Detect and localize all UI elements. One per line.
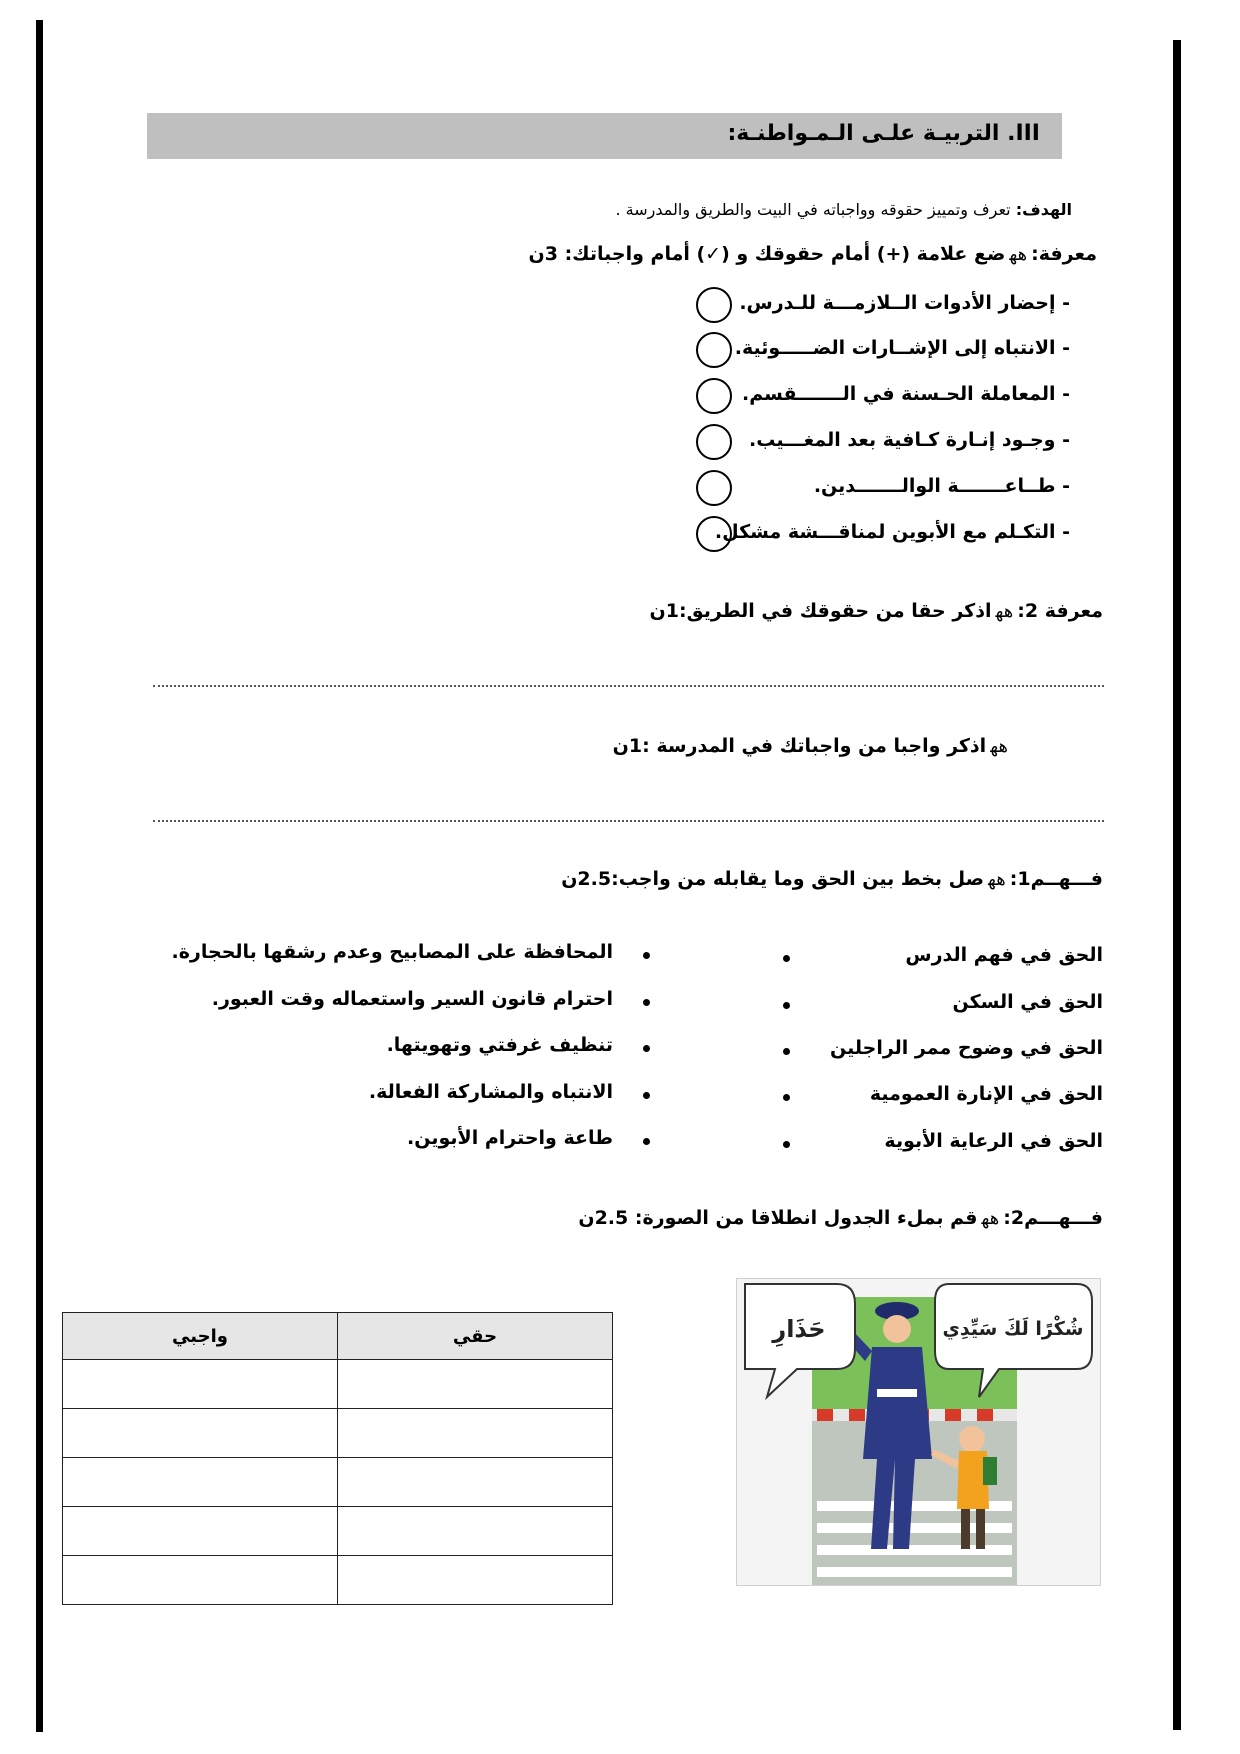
duty-item: طاعة واحترام الأبوين. <box>407 1127 613 1149</box>
answer-circle[interactable] <box>696 470 732 506</box>
match-dot-right[interactable] <box>783 955 790 962</box>
pencil-icon: ﻫﻬ <box>1009 244 1028 265</box>
question-3-heading: ﻫﻬاذكر واجبا من واجباتك في المدرسة :1ن <box>612 735 1008 757</box>
right-item: الحق في الإنارة العمومية <box>869 1083 1103 1105</box>
goal-text: تعرف وتمييز حقوقه وواجباته في البيت والطريق والمدرسة . <box>615 200 1011 219</box>
checklist-item: - المعاملة الحـسنة في الـــــــقسم. <box>742 383 1070 405</box>
answer-circle[interactable] <box>696 378 732 414</box>
table-cell[interactable] <box>63 1409 338 1458</box>
answer-circle[interactable] <box>696 332 732 368</box>
checklist-item: - التكـلم مع الأبوين لمناقـــشة مشكل. <box>714 521 1070 543</box>
section-header-bar <box>147 113 1062 159</box>
question-5-heading: فـــهـــم2:ﻫﻬقم بملء الجدول انطلاقا من الصورة: 2.5ن <box>578 1207 1103 1229</box>
answer-circle[interactable] <box>696 516 732 552</box>
right-item: الحق في وضوح ممر الراجلين <box>830 1037 1103 1059</box>
right-item: الحق في السكن <box>952 991 1103 1013</box>
question-2-heading: معرفة 2:ﻫﻬاذكر حقا من حقوقك في الطريق:1ن <box>649 600 1103 622</box>
table-cell[interactable] <box>338 1458 613 1507</box>
col-header-my-right: حقي <box>338 1313 613 1360</box>
speech-bubble-right: شُكْرًا لَكَ سَيِّدِي <box>942 1318 1084 1340</box>
pencil-icon: ﻫﻬ <box>981 1208 1000 1229</box>
match-dot-left[interactable] <box>643 952 650 959</box>
crosswalk-scene <box>737 1279 1100 1585</box>
checklist-item: - إحضار الأدوات الــلازمـــة للـدرس. <box>739 292 1070 314</box>
match-dot-right[interactable] <box>783 1002 790 1009</box>
table-cell[interactable] <box>63 1360 338 1409</box>
match-dot-right[interactable] <box>783 1048 790 1055</box>
match-dot-left[interactable] <box>643 1045 650 1052</box>
right-item: الحق في فهم الدرس <box>905 944 1103 966</box>
match-dot-right[interactable] <box>783 1141 790 1148</box>
goal-label: الهدف: <box>1015 200 1072 219</box>
checklist-item: - وجـود إنـارة كـافية بعد المغـــيب. <box>749 429 1070 451</box>
duty-item: احترام قانون السير واستعماله وقت العبور. <box>211 988 613 1010</box>
checklist-item: - الانتباه إلى الإشــارات الضـــــوئية. <box>734 337 1070 359</box>
table-cell[interactable] <box>63 1507 338 1556</box>
pencil-icon: ﻫﻬ <box>988 869 1006 890</box>
traffic-officer-illustration <box>736 1278 1101 1586</box>
match-dot-left[interactable] <box>643 1092 650 1099</box>
table-cell[interactable] <box>338 1360 613 1409</box>
duty-item: الانتباه والمشاركة الفعالة. <box>368 1081 613 1103</box>
duty-item: المحافظة على المصابيح وعدم رشقها بالحجارة. <box>171 941 613 963</box>
table-row <box>63 1409 613 1458</box>
table-row <box>63 1458 613 1507</box>
right-item: الحق في الرعاية الأبوية <box>884 1130 1103 1152</box>
section-title: III. التربيـة علـى الـمـواطنـة: <box>727 121 1040 146</box>
checklist-item: - طــاعـــــــة الوالـــــــدين. <box>813 475 1070 497</box>
table-cell[interactable] <box>338 1556 613 1605</box>
duty-item: تنظيف غرفتي وتهويتها. <box>386 1034 613 1056</box>
table-row <box>63 1360 613 1409</box>
question-4-heading: فـــهــم1:ﻫﻬصل بخط بين الحق وما يقابله من واجب:2.5ن <box>561 868 1103 890</box>
col-header-my-duty: واجبي <box>63 1313 338 1360</box>
left-margin-rule <box>36 20 43 1732</box>
table-row <box>63 1507 613 1556</box>
pencil-icon: ﻫﻬ <box>990 736 1008 757</box>
table-cell[interactable] <box>63 1458 338 1507</box>
match-dot-left[interactable] <box>643 1138 650 1145</box>
goal-line <box>615 200 1072 219</box>
answer-line-road-right[interactable] <box>153 685 1104 687</box>
speech-bubble-left: حَذَارِ <box>772 1315 826 1343</box>
table-cell[interactable] <box>338 1507 613 1556</box>
table-cell[interactable] <box>338 1409 613 1458</box>
answer-line-school-duty[interactable] <box>153 820 1104 822</box>
answer-circle[interactable] <box>696 287 732 323</box>
match-dot-left[interactable] <box>643 999 650 1006</box>
match-dot-right[interactable] <box>783 1094 790 1101</box>
rights-duties-table <box>62 1312 613 1605</box>
table-cell[interactable] <box>63 1556 338 1605</box>
table-row <box>63 1556 613 1605</box>
pencil-icon: ﻫﻬ <box>995 601 1014 622</box>
answer-circle[interactable] <box>696 424 732 460</box>
question-1-heading: معرفة:ﻫﻬضع علامة (+) أمام حقوقك و (✓) أمام واجباتك: 3ن <box>528 243 1097 265</box>
right-margin-rule <box>1173 40 1181 1730</box>
